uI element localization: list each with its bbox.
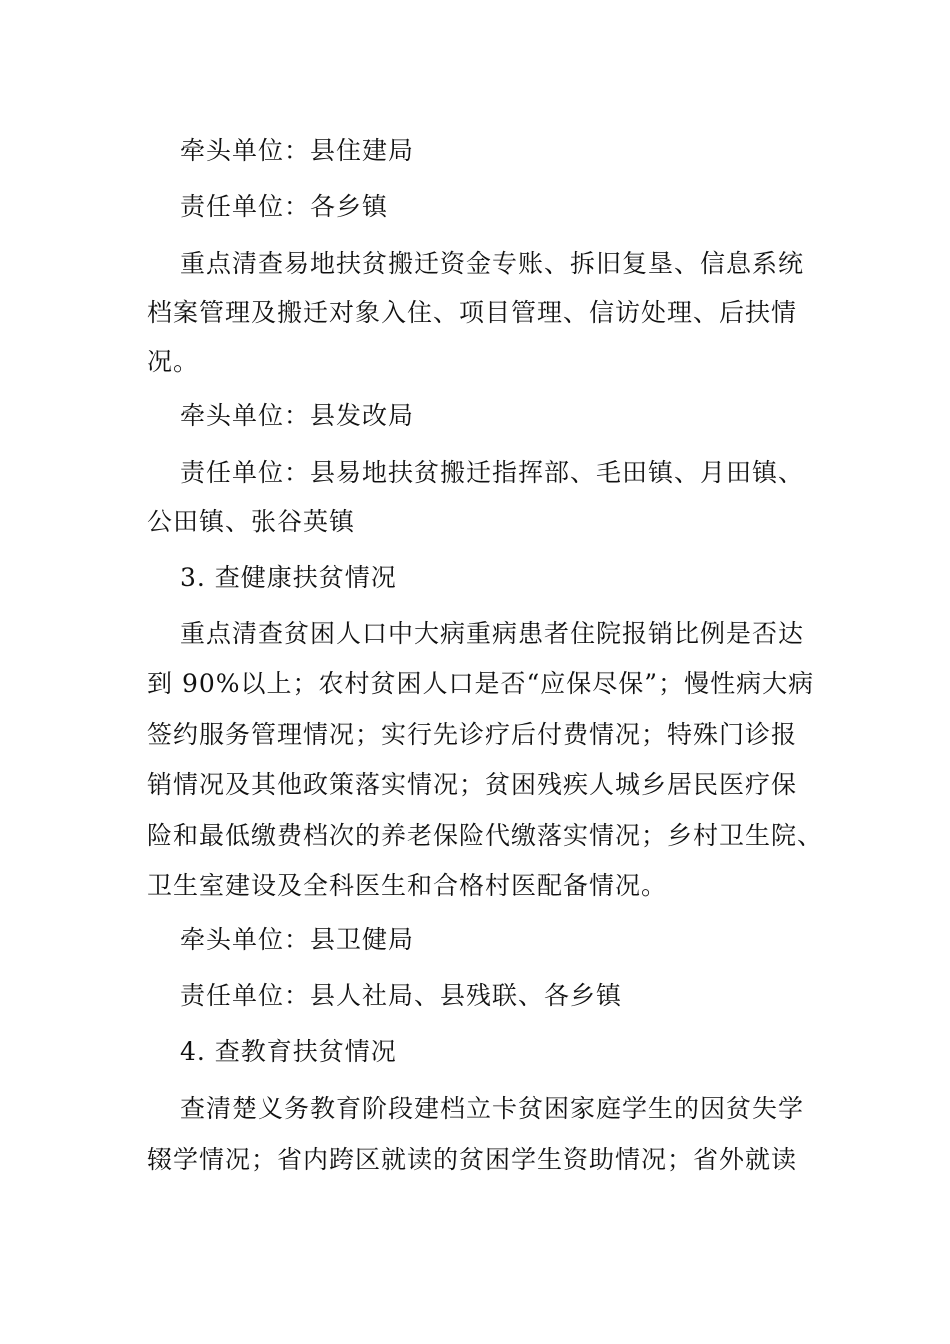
lead-unit-line: 牵头单位：县住建局 <box>180 136 415 165</box>
lead-unit-line: 牵头单位：县卫健局 <box>180 925 415 954</box>
responsible-unit-line: 责任单位：县易地扶贫搬迁指挥部、毛田镇、月田镇、 <box>180 458 805 487</box>
paragraph-line: 重点清查贫困人口中大病重病患者住院报销比例是否达 <box>180 619 805 648</box>
paragraph-line: 辍学情况；省内跨区就读的贫困学生资助情况；省外就读 <box>147 1145 798 1174</box>
lead-unit-line: 牵头单位：县发改局 <box>180 401 415 430</box>
paragraph-line: 卫生室建设及全科医生和合格村医配备情况。 <box>147 871 668 900</box>
section-heading: 4. 查教育扶贫情况 <box>180 1037 397 1066</box>
paragraph-line: 况。 <box>147 347 200 376</box>
paragraph-line: 险和最低缴费档次的养老保险代缴落实情况；乡村卫生院、 <box>147 821 824 850</box>
paragraph-line: 到 90%以上；农村贫困人口是否“应保尽保”；慢性病大病 <box>147 669 815 698</box>
paragraph-line: 销情况及其他政策落实情况；贫困残疾人城乡居民医疗保 <box>147 770 798 799</box>
section-heading: 3. 查健康扶贫情况 <box>180 563 397 592</box>
paragraph-line: 重点清查易地扶贫搬迁资金专账、拆旧复垦、信息系统 <box>180 249 805 278</box>
responsible-unit-line: 责任单位：县人社局、县残联、各乡镇 <box>180 981 623 1010</box>
paragraph-line: 档案管理及搬迁对象入住、项目管理、信访处理、后扶情 <box>147 298 798 327</box>
paragraph-line: 签约服务管理情况；实行先诊疗后付费情况；特殊门诊报 <box>147 720 798 749</box>
paragraph-line: 查清楚义务教育阶段建档立卡贫困家庭学生的因贫失学 <box>180 1094 805 1123</box>
paragraph-line: 公田镇、张谷英镇 <box>147 507 356 536</box>
responsible-unit-line: 责任单位：各乡镇 <box>180 192 389 221</box>
